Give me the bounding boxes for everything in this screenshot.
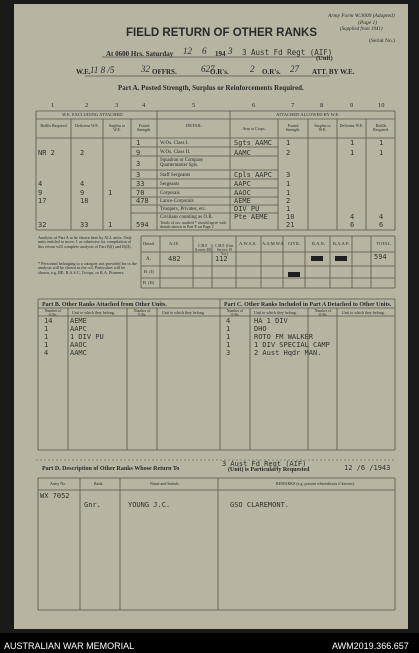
- part-a-right-cell: 3: [286, 171, 291, 179]
- col-surplus-att: Surplus to W.E.: [314, 123, 331, 133]
- part-d-title: Part D. Description of Other Ranks Whose Return To: [42, 466, 180, 472]
- part-d-date: 12 /6 /1943: [344, 464, 391, 472]
- part-a-right-cell: 1: [350, 149, 355, 157]
- analysis-header: TOTAL.: [376, 241, 392, 246]
- part-a-left-cell: 32: [38, 221, 47, 229]
- detail-totals-note: Totals of ors. marked * should agree with details shown in Part E on Page 2: [160, 220, 227, 230]
- detail-label: W.Os. Class II.: [160, 150, 191, 155]
- redacted-mark: [288, 272, 300, 277]
- part-a-left-cell: NR 2: [38, 149, 55, 157]
- part-a-right-cell: Cpls AAPC: [234, 171, 272, 179]
- part-a-left-cell: 70: [136, 189, 145, 197]
- part-a-left-cell: 594: [136, 221, 149, 229]
- page-number: (Page 1): [358, 20, 378, 26]
- offrs-label: OFFRS.: [152, 68, 177, 76]
- part-a-left-cell: 4: [38, 180, 43, 188]
- part-c-row-num: 1: [226, 325, 231, 333]
- analysis-header: A.A.M.W.S.: [262, 241, 285, 246]
- part-a-right-cell: 1: [286, 180, 291, 188]
- part-b-row-num: 1: [44, 333, 49, 341]
- we-excluding-header: W.E. EXCLUDING ATTACHED.: [62, 112, 124, 117]
- ors-value: 627: [201, 64, 215, 74]
- col-arm-corps: Arm or Corps.: [242, 126, 266, 131]
- reinforcement-note: * Personnel belonging to a category not provided for in the analysis will be shown in the col. Particulars will be shown, e.g. RE. R.A.S.C. Troops, or R.A. Pioneers.: [38, 261, 137, 275]
- analysis-header: A.I.F.: [169, 241, 180, 246]
- col-number: 1: [51, 102, 55, 109]
- part-d-unit: 3 Aust Fd Regt (AIF): [222, 460, 307, 468]
- part-a-right-cell: 1: [379, 139, 384, 147]
- analysis-header: Detail.: [143, 241, 156, 246]
- part-d-col-rank: Rank.: [94, 481, 104, 486]
- form-title: FIELD RETURN OF OTHER RANKS: [126, 27, 318, 39]
- detail-label: Civilians counting as O.R.: [160, 215, 213, 220]
- detail-label: Squadron or Company Quartermaster Sgts.: [160, 158, 204, 169]
- part-a-right-cell: Sgts AAMC: [234, 139, 272, 147]
- col-number: 6: [252, 102, 256, 109]
- part-a-left-cell: 3: [136, 160, 141, 168]
- part-c-row-num: 3: [226, 349, 231, 357]
- part-b-row-unit: AAPC: [70, 325, 87, 333]
- footer-source: AUSTRALIAN WAR MEMORIAL: [4, 641, 135, 651]
- part-b-col-num: Number of O.Rs.: [44, 309, 62, 317]
- part-a-right-cell: AAPC: [234, 180, 251, 188]
- part-c-row-unit: 1 DIV SPECIAL CAMP: [254, 341, 330, 349]
- part-a-right-cell: 4: [379, 213, 384, 221]
- analysis-header: A.W.A.S.: [239, 241, 257, 246]
- part-a-left-cell: 18: [80, 197, 89, 205]
- part-b-col-num: Number of O.Rs.: [133, 309, 151, 317]
- part-c-col-unit: Unit to which they belong.: [342, 310, 385, 315]
- detail-label: Troopers, Privates, etc.: [160, 207, 207, 212]
- part-a-right-cell: 1: [286, 205, 291, 213]
- part-a-right-cell: 6: [350, 221, 355, 229]
- part-c-row-unit: ROTO FM WALKER: [254, 333, 314, 341]
- redacted-mark: [335, 256, 347, 261]
- analysis-aif-value: 482: [168, 255, 181, 263]
- part-a-left-cell: 1: [108, 221, 113, 229]
- footer-accession: AWM2019.366.657: [332, 641, 409, 651]
- part-d-army-no: WX 7052: [40, 492, 70, 500]
- part-d-col-army-no: Army No.: [50, 481, 67, 486]
- ors2-value: 27: [290, 64, 299, 74]
- analysis-header: C.M.F. (Lower 40): [194, 244, 212, 252]
- return-day: 12: [183, 46, 192, 56]
- we-value: 11 8 /5: [90, 65, 115, 75]
- part-d-unit-label: (Unit) is Particularly Requested: [228, 467, 310, 473]
- part-c-row-unit: DHO: [254, 325, 267, 333]
- part-c-row-num: 1: [226, 341, 231, 349]
- ors2-label: O.R's.: [262, 68, 281, 76]
- serial-label: (Serial No.): [369, 38, 395, 44]
- part-a-right-cell: 1: [350, 139, 355, 147]
- part-d-name: YOUNG J.C.: [128, 501, 171, 509]
- part-a-left-cell: 3: [136, 171, 141, 179]
- part-a-right-cell: 4: [350, 213, 355, 221]
- part-c-row-unit: 2 Aust Hqdr MAN.: [254, 349, 322, 357]
- col-number: 2: [85, 102, 89, 109]
- col-number: 5: [192, 102, 196, 109]
- part-a-right-cell: AAMC: [234, 149, 251, 157]
- part-b-row-unit: 1 DIV PU: [70, 333, 104, 341]
- att-label: ATT. BY W.E.: [312, 68, 355, 76]
- part-c-col-unit: Unit to which they belong.: [254, 310, 297, 315]
- detail-label: Lance-Corporals: [160, 199, 194, 204]
- analysis-row-label: A.: [146, 257, 151, 262]
- part-a-left-cell: 1: [136, 139, 141, 147]
- year-prefix: 194: [215, 50, 226, 58]
- col-number: 3: [115, 102, 119, 109]
- part-a-right-cell: 1: [379, 149, 384, 157]
- part-a-right-cell: 21: [286, 221, 295, 229]
- part-a-right-cell: 2: [286, 149, 291, 157]
- part-c-col-num: Number of O.Rs.: [226, 309, 244, 317]
- part-a-right-cell: DIV PU: [234, 205, 260, 213]
- col-posted: Posted Strength.: [136, 123, 152, 133]
- part-a-left-cell: 9: [38, 189, 43, 197]
- part-d-remarks: GSO CLAREMONT.: [230, 501, 290, 509]
- part-a-right-cell: 1: [286, 139, 291, 147]
- ors-label: O.R's.: [210, 68, 229, 76]
- col-number: 7: [291, 102, 295, 109]
- part-d-rank: Gnr.: [84, 501, 101, 509]
- analysis-note: Analysis of Part A to be shown here by ALL units. Only units entitled to more, 1 or otherwise for compilation of this return will complete analysis of Part B(I) and B(II).: [38, 235, 132, 249]
- col-number: 8: [320, 102, 324, 109]
- analysis-header: C.M.F. (Gen. Service 19 Yrs.): [215, 244, 234, 256]
- part-a-left-cell: 2: [80, 149, 85, 157]
- unit-name: 3 Aust Fd Regt (AIF): [242, 48, 333, 57]
- we-label: W.E.: [76, 68, 91, 76]
- part-a-right-cell: AEME: [234, 197, 251, 205]
- part-a-left-cell: 9: [80, 189, 85, 197]
- detail-label: Staff Sergeants: [160, 173, 191, 178]
- part-a-right-cell: AAOC: [234, 189, 251, 197]
- analysis-row-label: B. (II): [143, 280, 155, 285]
- part-b-row-unit: AAOC: [70, 341, 87, 349]
- part-a-right-cell: 2: [286, 197, 291, 205]
- part-a-title: Part A. Posted Strength, Surplus or Reinforcements Required.: [118, 84, 304, 92]
- part-c-col-num: Number of O.Rs.: [314, 309, 332, 317]
- part-a-right-cell: 10: [286, 213, 295, 221]
- part-a-left-cell: 17: [38, 197, 47, 205]
- part-a-left-cell: 1: [108, 189, 113, 197]
- army-form-number: Army Form W.3009 (Adapted): [328, 13, 395, 19]
- part-b-row-num: 4: [44, 349, 49, 357]
- col-surplus: Surplus to W.E.: [108, 123, 126, 133]
- col-number: 9: [350, 102, 354, 109]
- part-b-row-num: 1: [44, 341, 49, 349]
- part-b-row-num: 14: [44, 317, 53, 325]
- col-deficient-att: Deficient W.E.: [339, 123, 364, 128]
- return-month: 6: [202, 46, 207, 56]
- supplied-note: (Supplied from 1941): [340, 27, 383, 32]
- detail-label: Sergeants: [160, 182, 180, 187]
- part-a-left-cell: 9: [136, 149, 141, 157]
- offrs2-value: 2: [250, 64, 255, 74]
- part-a-left-cell: 478: [136, 197, 149, 205]
- attached-header: ATTACHED ALLOWED BY W.E.: [276, 112, 340, 117]
- col-number: 4: [142, 102, 146, 109]
- col-refills: Refills Required.: [40, 123, 68, 128]
- part-d-col-remarks: REMARKS (e.g. present whereabouts if known).: [276, 481, 355, 486]
- part-a-left-cell: 4: [80, 180, 85, 188]
- part-b-col-unit: Unit to which they belong.: [162, 310, 205, 315]
- part-c-row-num: 1: [226, 333, 231, 341]
- year-digit: 3: [228, 46, 233, 56]
- part-b-row-unit: AEME: [70, 317, 87, 325]
- part-b-row-unit: AAMC: [70, 349, 87, 357]
- analysis-header: R.A.A.F.: [333, 241, 350, 246]
- part-b-title: Part B. Other Ranks Attached from Other Units.: [42, 302, 167, 308]
- part-d-col-name: Name and Initials.: [150, 481, 180, 486]
- part-b-col-unit: Unit to which they belong.: [72, 310, 115, 315]
- part-a-right-cell: 1: [286, 189, 291, 197]
- part-a-right-cell: 6: [379, 221, 384, 229]
- analysis-cmf-value: 112: [215, 255, 228, 263]
- part-a-left-cell: 33: [80, 221, 89, 229]
- offrs-value: 32: [141, 64, 150, 74]
- analysis-header: R.A.N.: [312, 241, 325, 246]
- detail-label: Corporals: [160, 191, 180, 196]
- part-c-row-num: 4: [226, 317, 231, 325]
- part-b-row-num: 1: [44, 325, 49, 333]
- part-c-row-unit: HA 1 DIV: [254, 317, 288, 325]
- redacted-mark: [311, 256, 323, 261]
- col-number: 10: [378, 102, 385, 109]
- analysis-row-label: B. (I): [144, 269, 154, 274]
- unit-label: (Unit): [316, 55, 333, 62]
- part-c-title: Part C. Other Ranks Included in Part A Detached to Other Units.: [224, 302, 392, 308]
- analysis-header: CIVIL.: [288, 241, 302, 246]
- at-label: At 0600 Hrs. Saturday: [106, 50, 174, 58]
- col-posted-att: Posted Strength.: [285, 123, 301, 133]
- col-deficient: Deficient W.E.: [75, 123, 99, 128]
- part-a-right-cell: Pte AEME: [234, 213, 268, 221]
- analysis-total-value: 594: [374, 253, 387, 261]
- col-refills-att: Refills Required.: [373, 123, 389, 133]
- detail-header: DETAIL: [186, 123, 202, 128]
- part-a-left-cell: 33: [136, 180, 145, 188]
- detail-label: W.Os. Class I.: [160, 141, 189, 146]
